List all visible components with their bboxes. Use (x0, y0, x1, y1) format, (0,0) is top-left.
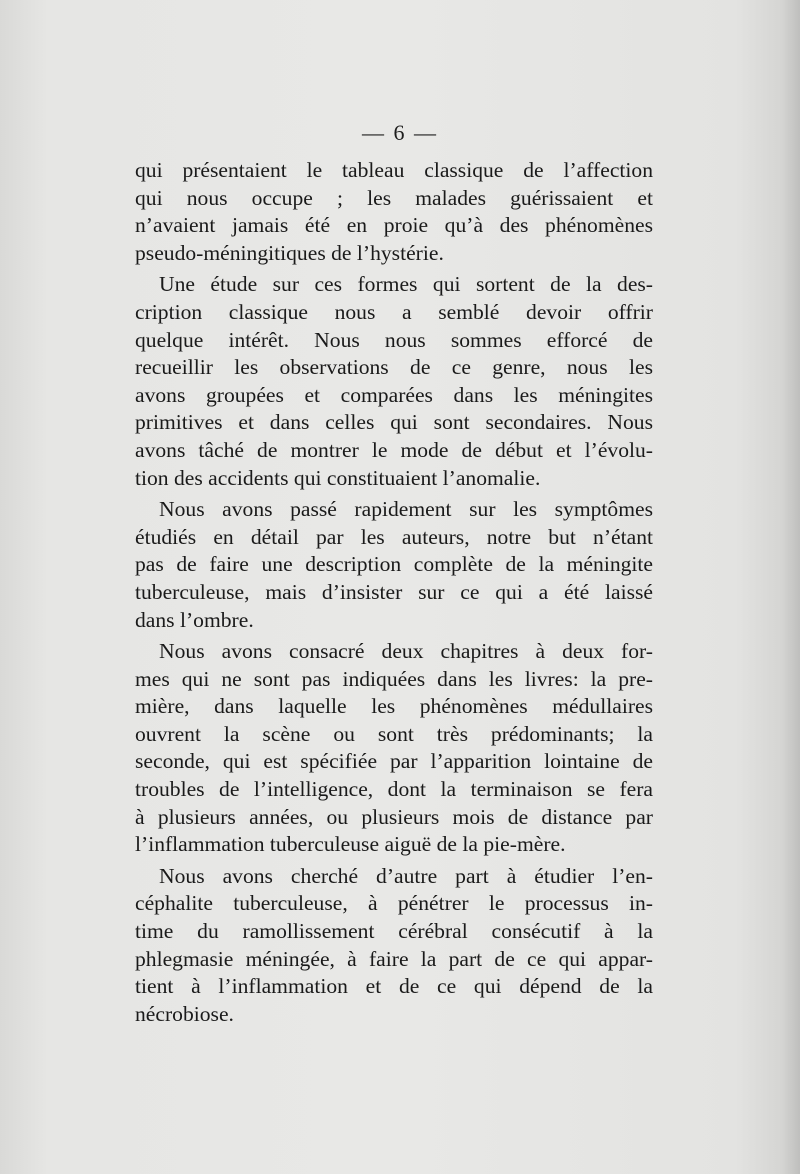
text-line: phlegmasie méningée, à faire la part de ce qui appar- (135, 946, 653, 971)
text-line: ouvrent la scène ou sont très prédominants; la (135, 721, 653, 746)
paragraph (135, 271, 653, 492)
text-line: seconde, qui est spécifiée par l’apparition lointaine de (135, 749, 653, 774)
text-line: avons tâché de montrer le mode de début et l’évolu- (135, 437, 653, 462)
text-line: qui présentaient le tableau classique de l’affection (135, 158, 653, 182)
paragraph (135, 496, 653, 634)
text-line: pseudo-méningitiques de l’hystérie. (135, 240, 444, 265)
text-line: tuberculeuse, mais d’insister sur ce qui a été laissé (135, 579, 653, 604)
text-line: à plusieurs années, ou plusieurs mois de distance par (135, 804, 653, 829)
text-line: mière, dans laquelle les phénomènes médullaires (135, 694, 653, 719)
text-line: Nous avons consacré deux chapitres à deux for- (159, 639, 653, 664)
text-line: tient à l’inflammation et de ce qui dépend de la (135, 974, 653, 999)
text-line: pas de faire une description complète de la méningite (135, 552, 653, 577)
paragraph (135, 863, 653, 1029)
text-line: céphalite tuberculeuse, à pénétrer le processus in- (135, 891, 653, 916)
text-line: primitives et dans celles qui sont secondaires. Nous (135, 410, 653, 435)
text-line: cription classique nous a semblé devoir offrir (135, 299, 653, 324)
text-line: quelque intérêt. Nous nous sommes efforcé de (135, 327, 653, 352)
text-line: troubles de l’intelligence, dont la terminaison se fera (135, 777, 653, 802)
text-line: tion des accidents qui constituaient l’anomalie. (135, 465, 541, 490)
text-line: recueillir les observations de ce genre, nous les (135, 355, 653, 380)
text-line: n’avaient jamais été en proie qu’à des phénomènes (135, 213, 653, 238)
text-line: avons groupées et comparées dans les méningites (135, 382, 653, 407)
paragraph (135, 638, 653, 859)
text-line: dans l’ombre. (135, 607, 254, 632)
text-line: Une étude sur ces formes qui sortent de la des- (159, 272, 653, 297)
text-line: Nous avons passé rapidement sur les symptômes (159, 497, 653, 522)
text-line: time du ramollissement cérébral consécutif à la (135, 919, 653, 944)
page-number: — 6 — (362, 120, 438, 145)
text-line: nécrobiose. (135, 1001, 234, 1026)
text-line: étudiés en détail par les auteurs, notre but n’étant (135, 524, 653, 549)
body-text (135, 157, 653, 1032)
paragraph (135, 157, 653, 267)
text-line: l’inflammation tuberculeuse aiguë de la pie-mère. (135, 832, 566, 857)
text-line: qui nous occupe ; les malades guérissaient et (135, 185, 653, 210)
text-line: Nous avons cherché d’autre part à étudier l’en- (159, 863, 653, 888)
page-edge-shadow (782, 0, 800, 1174)
text-line: mes qui ne sont pas indiquées dans les livres: la pre- (135, 666, 653, 691)
